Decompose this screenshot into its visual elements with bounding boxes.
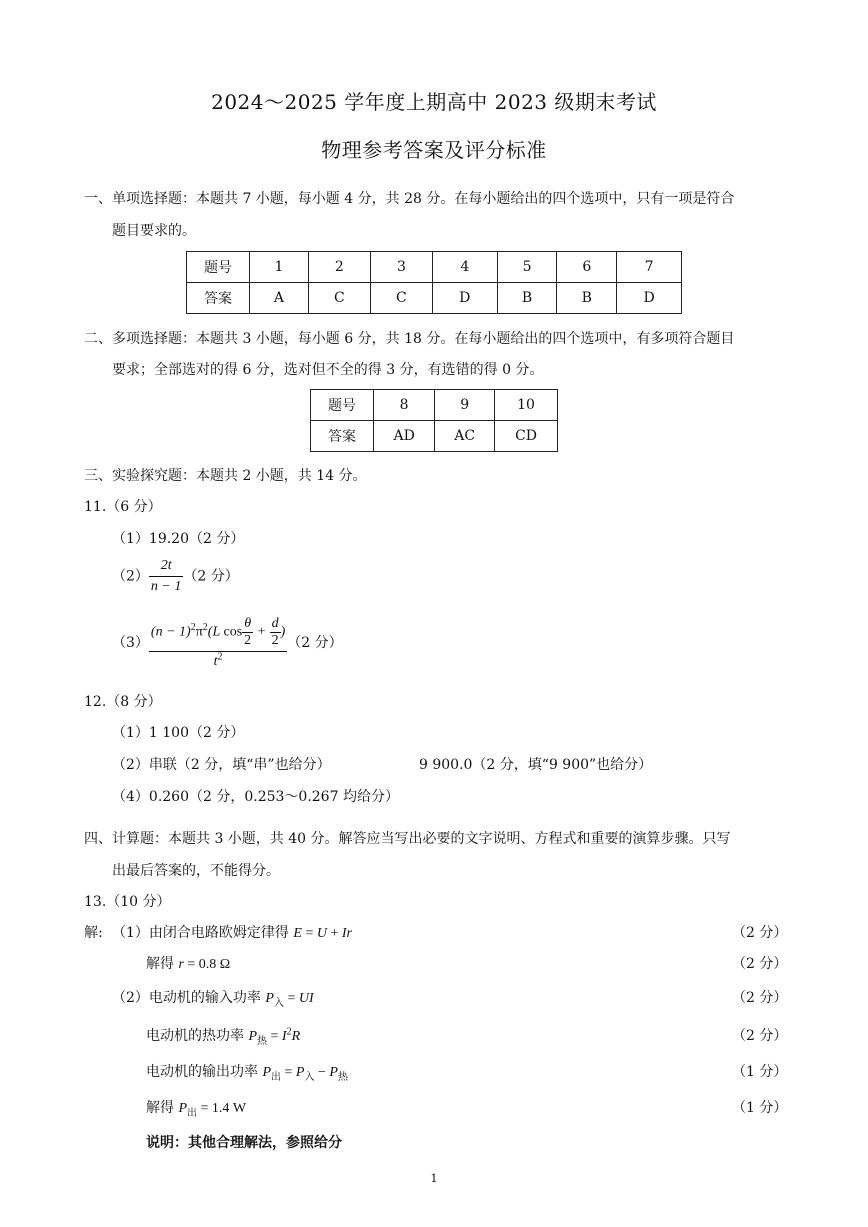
fraction-denominator: n − 1: [149, 576, 183, 595]
row-label: 题号: [187, 252, 250, 283]
table-row: [187, 283, 682, 314]
answer-cell: D: [432, 283, 497, 314]
step-text: 解得: [146, 956, 174, 972]
question-number: 8: [374, 390, 435, 421]
answer-cell: D: [617, 283, 682, 314]
grading-note: 说明：其他合理解法，参照给分: [146, 1135, 342, 1151]
q11-answer-2-prefix: （2）: [112, 568, 149, 585]
question-number: 6: [557, 252, 617, 283]
q13-step-2-score: （2 分）: [732, 956, 788, 972]
step-text: 解得: [146, 1100, 174, 1116]
section3-heading: 三、实验探究题：本题共 2 小题，共 14 分。: [84, 468, 367, 484]
answer-cell: C: [370, 283, 432, 314]
q13-step-4-score: （2 分）: [732, 1028, 788, 1044]
q12-answer-2: （2）串联（2 分，填“串”也给分）: [112, 757, 331, 773]
section4-heading-line1: 四、计算题：本题共 3 小题，共 40 分。解答应当写出必要的文字说明、方程式和重要的演算步骤。只写: [84, 831, 731, 847]
page-number: 1: [430, 1172, 438, 1185]
question-number: 1: [250, 252, 309, 283]
fraction-numerator: 2t: [160, 558, 172, 573]
question-number: 4: [432, 252, 497, 283]
answer-cell: A: [250, 283, 309, 314]
q13-step-2: [146, 953, 230, 973]
q13-step-1: [112, 922, 352, 942]
q11-label: 11.（6 分）: [84, 499, 162, 515]
q13-label: 13.（10 分）: [84, 894, 171, 910]
equation: $P_出 = P_入 - P_热$: [262, 1065, 348, 1083]
question-number: 9: [435, 390, 495, 421]
section2-heading-line1: 二、多项选择题：本题共 3 小题，每小题 6 分，共 18 分。在每小题给出的四个选项中，有多项符合题目: [84, 331, 735, 347]
answer-cell: AD: [374, 421, 435, 452]
section1-heading-line1: 一、单项选择题：本题共 7 小题，每小题 4 分，共 28 分。在每小题给出的四个选项中，只有一项是符合: [84, 191, 735, 207]
row-label: 题号: [311, 390, 374, 421]
q11-answer-3-prefix: （3）: [112, 635, 149, 651]
equation: $P_热 = I^2R$: [248, 1026, 301, 1047]
q11-answer-3-score: （2 分）: [287, 635, 343, 651]
q11-answer-3: [112, 616, 343, 670]
q11-answer-3-formula: $(n - 1)^2\pi^2(L$ cos $\frac{\theta}{2}$ + $\frac{d}{2}$ ) $t^2$: [150, 616, 286, 669]
q12-answer-1: （1）1 100（2 分）: [112, 725, 245, 741]
table-row: [311, 390, 558, 421]
answer-cell: B: [497, 283, 557, 314]
q13-step-6: [146, 1097, 246, 1117]
equation: r = 0.8 Ω: [178, 957, 231, 972]
section2-heading-line2: 要求；全部选对的得 6 分，选对但不全的得 3 分，有选错的得 0 分。: [112, 362, 544, 378]
section4-heading-line2: 出最后答案的，不能得分。: [112, 863, 280, 879]
q13-step-5-score: （1 分）: [732, 1064, 788, 1080]
q11-answer-2-score: （2 分）: [183, 568, 239, 585]
q11-answer-2: [112, 558, 239, 595]
answer-cell: C: [308, 283, 370, 314]
step-text: （1）由闭合电路欧姆定律得: [112, 925, 289, 941]
page-subtitle: 物理参考答案及评分标准: [321, 138, 547, 162]
q11-answer-2-fraction: [149, 558, 183, 595]
question-number: 3: [370, 252, 432, 283]
step-text: 电动机的热功率: [146, 1028, 244, 1044]
equation: $P_入$ = UI: [265, 991, 314, 1009]
q12-answer-3: 9 900.0（2 分，填“9 900”也给分）: [419, 757, 653, 773]
question-number: 2: [308, 252, 370, 283]
q12-label: 12.（8 分）: [84, 694, 162, 710]
answer-cell: AC: [435, 421, 495, 452]
q13-step-4: [146, 1025, 300, 1045]
section1-heading-line2: 题目要求的。: [112, 223, 196, 239]
answer-cell: CD: [495, 421, 558, 452]
page-title: 2024～2025 学年度上期高中 2023 级期末考试: [211, 90, 657, 114]
question-number: 10: [495, 390, 558, 421]
q13-step-5: [146, 1061, 348, 1081]
equation: E = U + Ir: [293, 926, 352, 941]
answer-cell: B: [557, 283, 617, 314]
row-label: 答案: [187, 283, 250, 314]
q13-step-3-score: （2 分）: [732, 990, 788, 1006]
question-number: 7: [617, 252, 682, 283]
row-label: 答案: [311, 421, 374, 452]
step-text: （2）电动机的输入功率: [112, 990, 261, 1006]
equation: $P_出 = 1.4$ W: [178, 1101, 247, 1119]
solution-label: 解:: [84, 925, 103, 941]
q12-answer-4: （4）0.260（2 分，0.253～0.267 均给分）: [112, 789, 399, 805]
single-choice-answer-table: [186, 251, 682, 314]
table-row: [187, 252, 682, 283]
q13-step-3: [112, 987, 314, 1007]
step-text: 电动机的输出功率: [146, 1064, 258, 1080]
q13-step-1-score: （2 分）: [732, 925, 788, 941]
table-row: [311, 421, 558, 452]
multi-choice-answer-table: [310, 389, 558, 452]
q11-answer-1: （1）19.20（2 分）: [112, 531, 245, 547]
q13-step-6-score: （1 分）: [732, 1100, 788, 1116]
question-number: 5: [497, 252, 557, 283]
